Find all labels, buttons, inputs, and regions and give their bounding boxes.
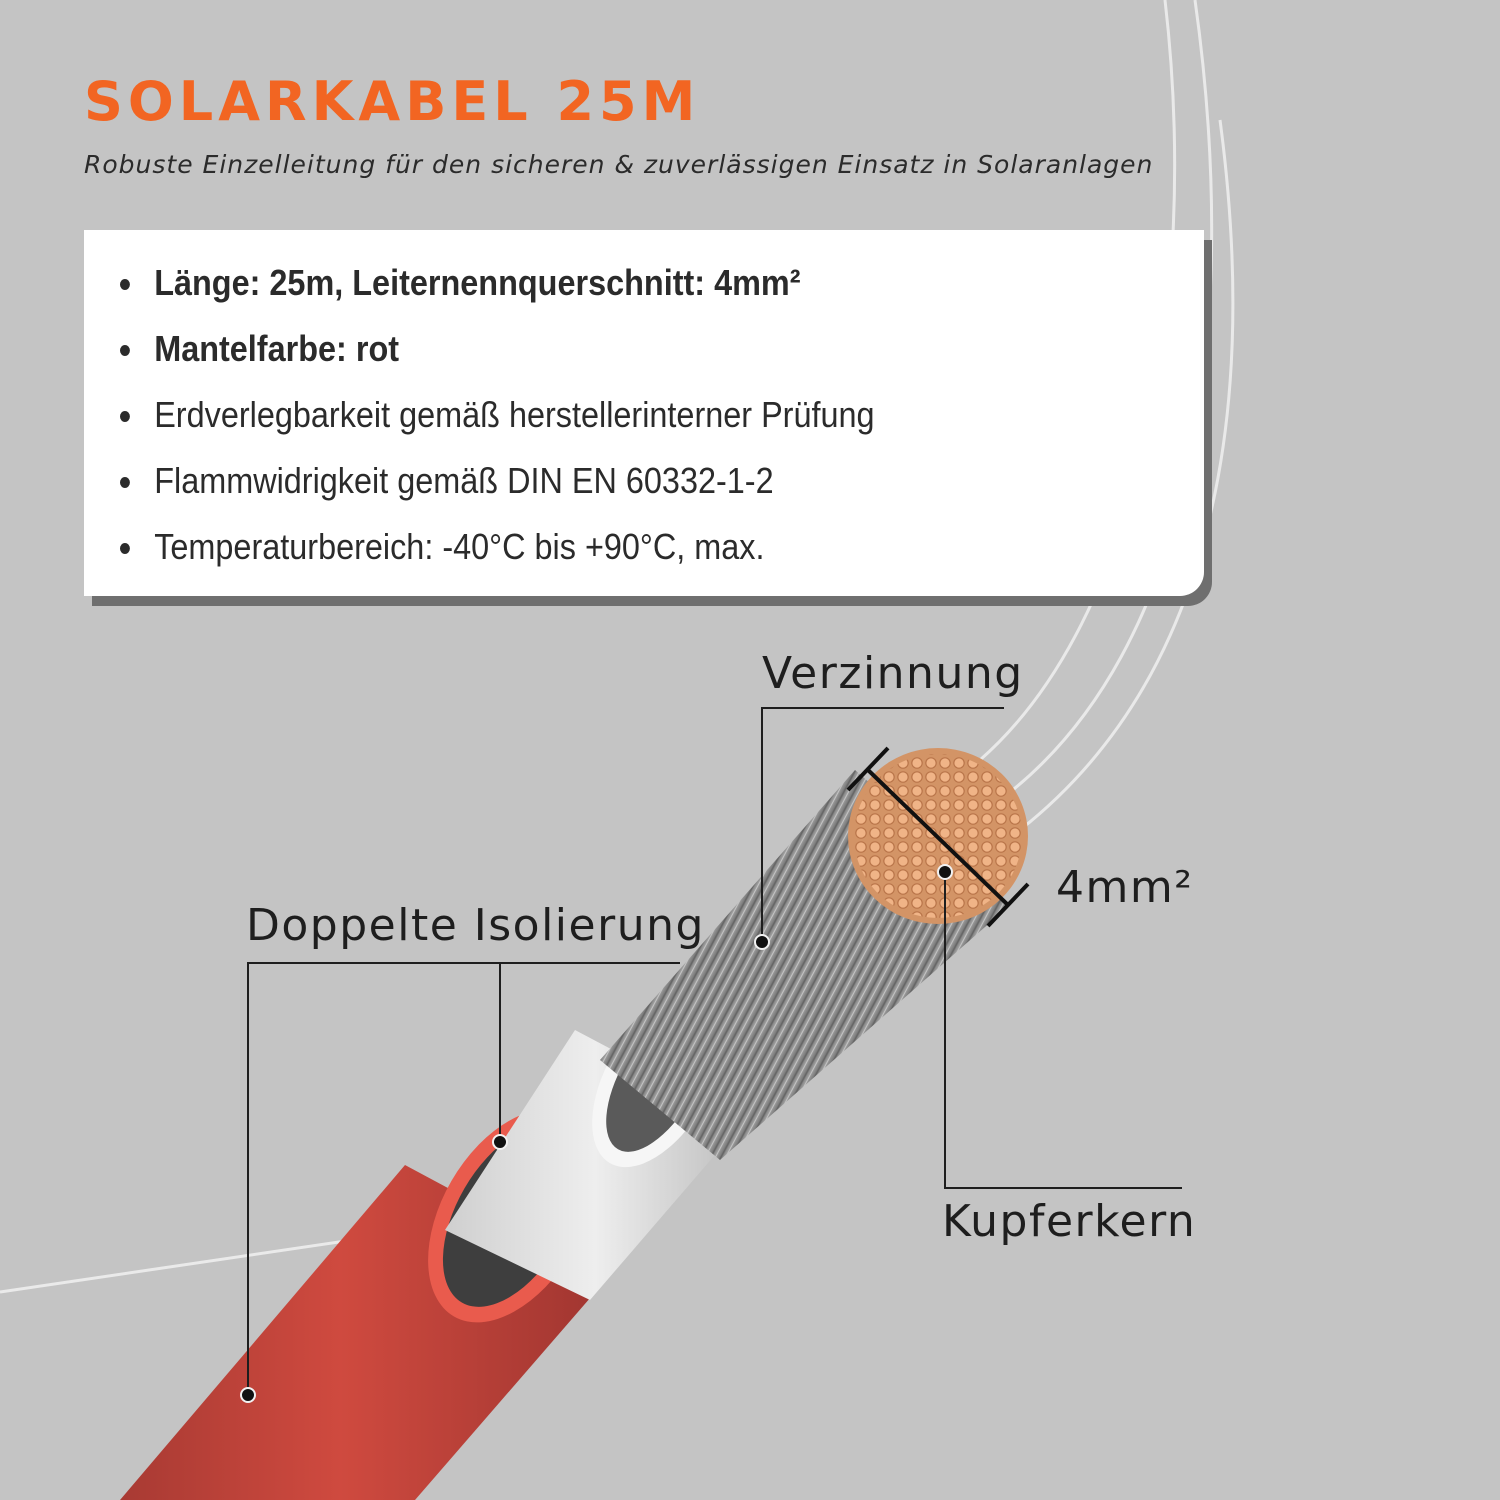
feature-text: Flammwidrigkeit gemäß DIN EN 60332-1-2 xyxy=(154,460,774,501)
label-kupferkern: Kupferkern xyxy=(942,1196,1197,1247)
feature-list xyxy=(120,258,958,588)
bullet-icon xyxy=(120,411,130,422)
bullet-icon xyxy=(120,477,130,488)
feature-text: Länge: 25m, Leiternennquerschnitt: 4mm² xyxy=(154,262,801,303)
bullet-icon xyxy=(120,543,130,554)
label-verzinnung: Verzinnung xyxy=(762,648,1024,699)
subtitle: Robuste Einzelleitung für den sicheren & zuverlässigen Einsatz in Solaranlagen xyxy=(84,150,1154,179)
bullet-icon xyxy=(120,345,130,356)
bullet-icon xyxy=(120,279,130,290)
label-cross-section: 4mm² xyxy=(1056,862,1194,913)
feature-item xyxy=(120,390,875,456)
feature-item xyxy=(120,456,875,522)
feature-text: Mantelfarbe: rot xyxy=(154,328,400,369)
feature-item xyxy=(120,258,875,324)
feature-item xyxy=(120,324,875,390)
feature-text: Erdverlegbarkeit gemäß herstellerinterner Prüfung xyxy=(154,394,875,435)
feature-text: Temperaturbereich: -40°C bis +90°C, max. xyxy=(154,526,765,567)
page-title: SOLARKABEL 25M xyxy=(84,70,701,133)
feature-item xyxy=(120,522,875,588)
label-doppelte-isolierung: Doppelte Isolierung xyxy=(246,900,705,951)
feature-card xyxy=(84,230,1204,596)
